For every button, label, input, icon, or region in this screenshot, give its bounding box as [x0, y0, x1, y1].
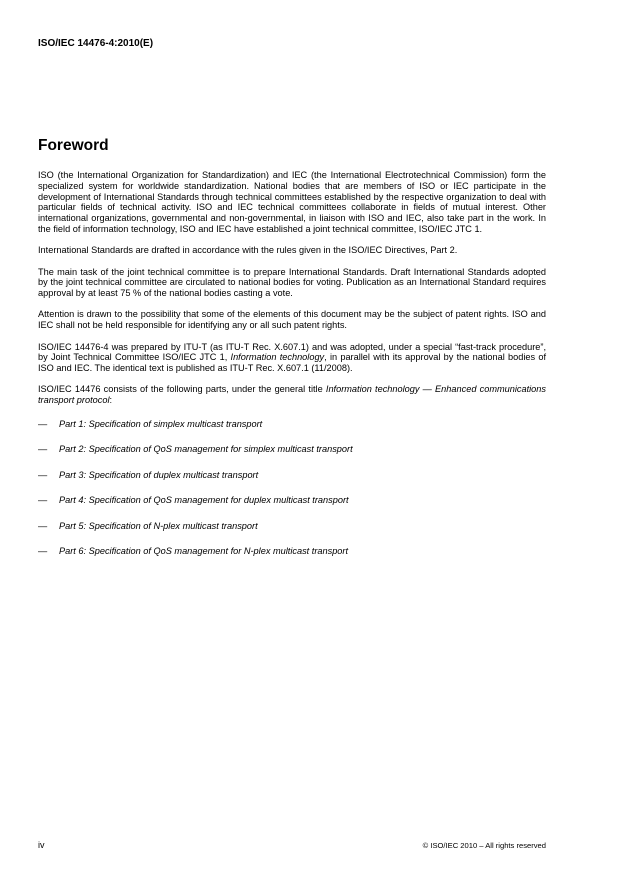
list-item	[38, 495, 546, 506]
list-item	[38, 521, 546, 532]
list-dash: —	[38, 444, 48, 455]
paragraph-parts-intro	[38, 384, 546, 406]
part-title: Part 5: Specification of N-plex multicast transport	[59, 520, 258, 531]
parts-intro-colon: :	[109, 395, 113, 406]
document-header-id: ISO/IEC 14476-4:2010(E)	[38, 38, 154, 49]
list-dash: —	[38, 520, 48, 531]
part-title: Part 1: Specification of simplex multicast transport	[59, 419, 263, 430]
list-item	[38, 419, 546, 430]
list-item	[38, 470, 546, 481]
part-title: Part 2: Specification of QoS management for simplex multicast transport	[59, 444, 353, 455]
preparation-committee-title: Information technology	[230, 352, 325, 363]
list-dash: —	[38, 469, 48, 480]
paragraph-drafting-rules: International Standards are drafted in accordance with the rules given in the ISO/IEC Directives, Part 2.	[38, 245, 458, 256]
paragraph-main-task: The main task of the joint technical committee is to prepare International Standards. Draft International Standards adopted by the joint technical committee are circulated to national bodies for voting. Publication as an International Standard requires approval by at least 75 % of the national bodies casting a vote.	[38, 266, 546, 299]
parts-intro-text: ISO/IEC 14476 consists of the following parts, under the general title	[38, 384, 326, 395]
paragraph-patent-rights: Attention is drawn to the possibility that some of the elements of this document may be the subject of patent rights. ISO and IEC shall not be held responsible for identifying any or all such patent rights.	[38, 309, 546, 331]
paragraph-iso-iec-intro: ISO (the International Organization for Standardization) and IEC (the International Electrotechnical Commission) form the specialized system for worldwide standardization. National bodies that are members of ISO or IEC participate in the development of International Standards through technical committees established by the respective organization to deal with particular fields of technical activity. ISO and IEC technical committees collaborate in fields of mutual interest. Other international organizations, governmental and non-governmental, in liaison with ISO and IEC, also take part in the work. In the field of information technology, ISO and IEC have established a joint technical committee, ISO/IEC JTC 1.	[38, 170, 546, 234]
page-title: Foreword	[38, 137, 109, 154]
list-item	[38, 444, 546, 455]
list-dash: —	[38, 546, 48, 556]
preparation-text-end: , in parallel with its approval by the national bodies of ISO and IEC. The identical text is published as ITU-T Rec. X.607.1 (11/2008).	[38, 352, 547, 374]
foreword-body	[38, 170, 546, 571]
list-dash: —	[38, 419, 48, 430]
list-item	[38, 546, 546, 557]
part-title: Part 6: Specification of QoS management for N-plex multicast transport	[59, 546, 349, 556]
parts-list	[38, 419, 546, 557]
copyright-notice: © ISO/IEC 2010 – All rights reserved	[422, 841, 546, 850]
parts-general-title: Information technology — Enhanced communications transport protocol	[38, 384, 546, 406]
page-number: iv	[38, 840, 45, 850]
list-dash: —	[38, 495, 48, 506]
paragraph-preparation	[38, 342, 546, 374]
part-title: Part 3: Specification of duplex multicast transport	[59, 469, 259, 480]
part-title: Part 4: Specification of QoS management for duplex multicast transport	[59, 495, 349, 506]
preparation-text-start: ISO/IEC 14476-4 was prepared by ITU-T (as ITU-T Rec. X.607.1) and was adopted, under a special “fast-track procedure”, by Joint Technical Committee ISO/IEC JTC 1,	[38, 341, 546, 363]
